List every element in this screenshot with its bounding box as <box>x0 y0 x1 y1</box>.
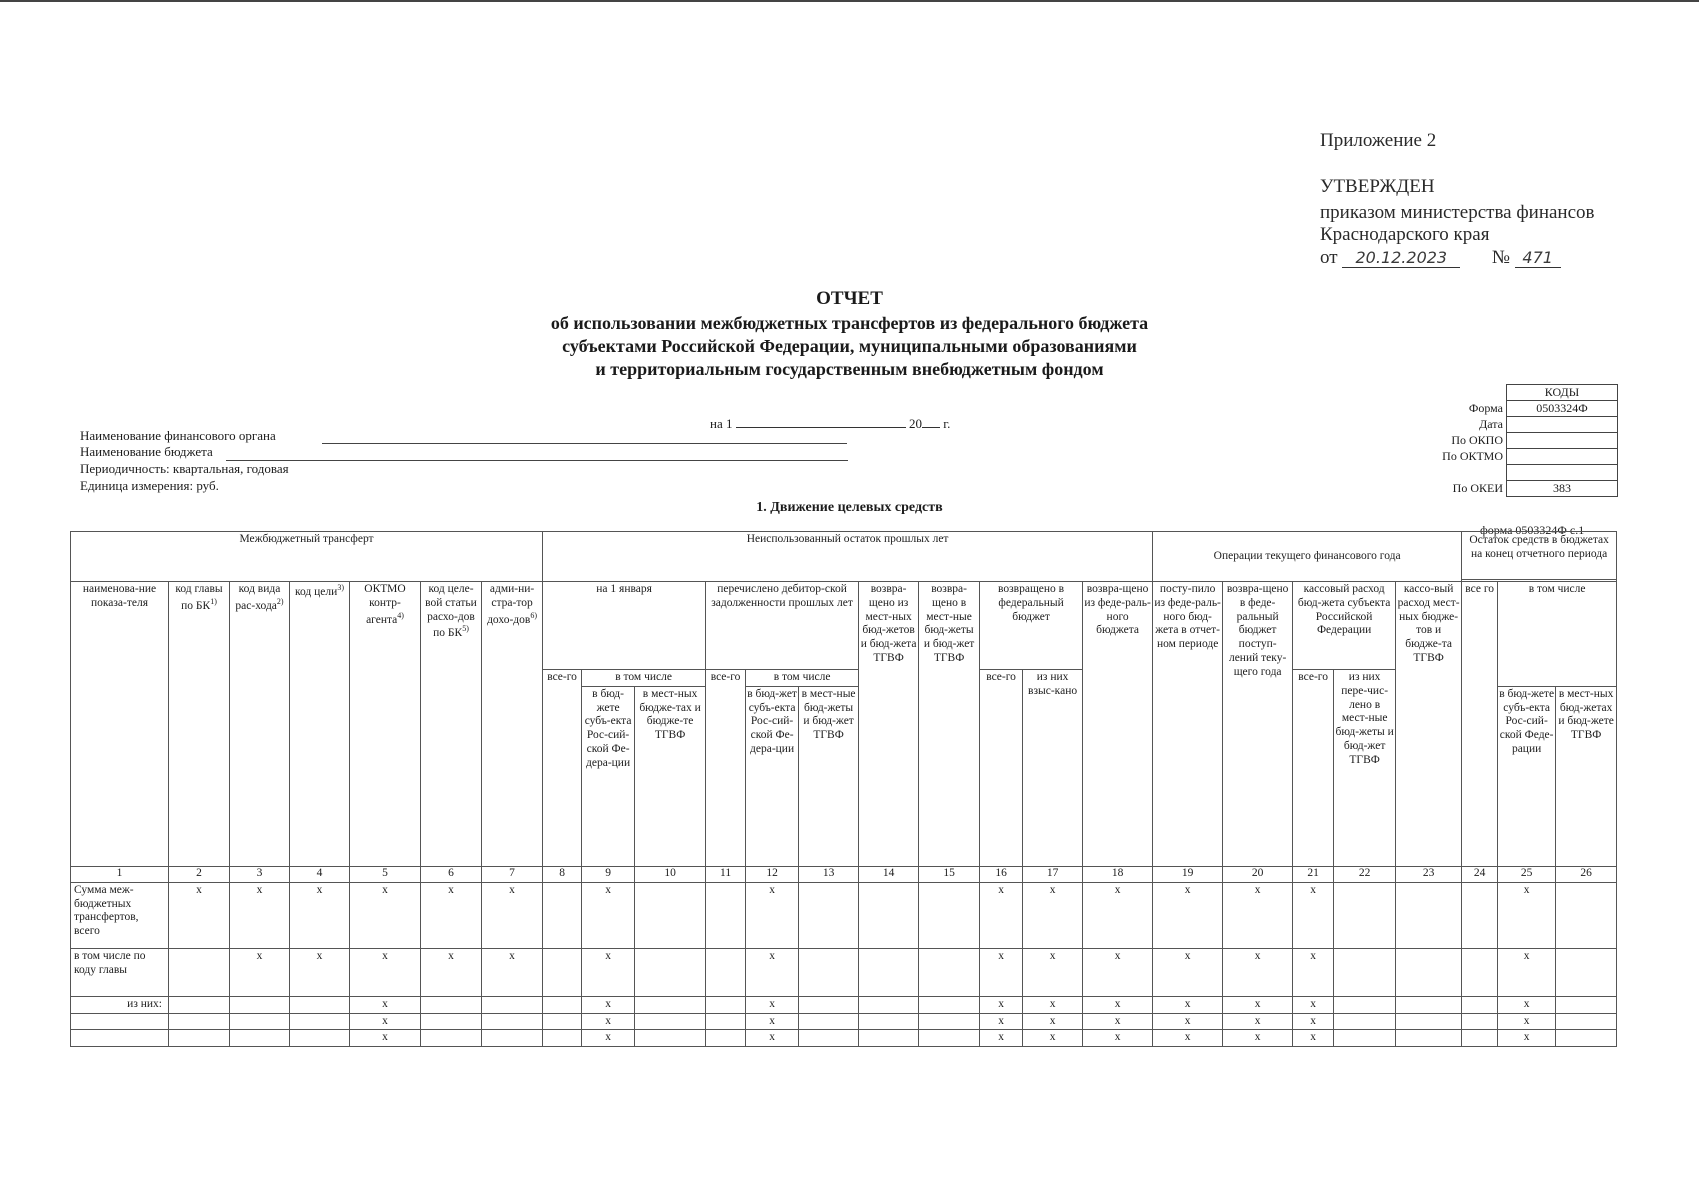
transfers-table <box>70 531 1617 1047</box>
table-cell[interactable] <box>1396 996 1462 1013</box>
table-cell[interactable] <box>1396 1030 1462 1047</box>
table-cell[interactable] <box>799 1030 859 1047</box>
table-cell[interactable] <box>859 996 919 1013</box>
table-cell[interactable] <box>1396 882 1462 948</box>
table-cell[interactable] <box>230 1013 290 1030</box>
table-cell: x <box>980 1013 1023 1030</box>
header-field-unit: Единица измерения: руб. <box>80 478 219 493</box>
appendix-label: Приложение 2 <box>1320 130 1437 151</box>
col-header-16: все-го <box>980 670 1023 867</box>
column-number: 5 <box>350 866 421 882</box>
report-subtitle-3: и территориальным государственным внебюджетным фондом <box>595 359 1104 379</box>
col-header-jan1-incl: в том числе <box>582 670 706 687</box>
table-cell[interactable] <box>1396 1013 1462 1030</box>
column-number: 13 <box>799 866 859 882</box>
table-cell[interactable] <box>1462 1013 1498 1030</box>
table-cell: x <box>746 1013 799 1030</box>
column-number: 25 <box>1498 866 1556 882</box>
col-header-3: код вида рас-хода$^{2)}$ <box>230 582 290 867</box>
table-cell: x <box>980 948 1023 996</box>
table-cell[interactable] <box>543 996 582 1013</box>
table-cell[interactable] <box>919 996 980 1013</box>
table-row <box>71 996 1617 1013</box>
report-title: ОТЧЕТ <box>816 288 883 309</box>
col-header-receivables: перечислено дебитор-ской задолженности прошлых лет <box>706 582 859 670</box>
table-cell: x <box>1293 1030 1334 1047</box>
table-cell: x <box>482 948 543 996</box>
table-cell[interactable] <box>421 1030 482 1047</box>
col-header-8: все-го <box>543 670 582 867</box>
column-number: 1 <box>71 866 169 882</box>
table-cell: x <box>290 948 350 996</box>
table-row <box>71 1013 1617 1030</box>
row-label <box>71 1030 169 1047</box>
section-title: 1. Движение целевых средств <box>756 500 943 515</box>
column-number: 7 <box>482 866 543 882</box>
col-header-15: возвра-щено в мест-ные бюд-жеты и бюд-жет ТГВФ <box>919 582 980 867</box>
table-cell[interactable] <box>1462 882 1498 948</box>
table-cell[interactable] <box>543 1013 582 1030</box>
column-number: 22 <box>1334 866 1396 882</box>
table-cell: x <box>1223 1030 1293 1047</box>
approved-label: УТВЕРЖДЕН <box>1320 176 1435 197</box>
col-header-21: все-го <box>1293 670 1334 867</box>
col-header-4: код цели$^{3)}$ <box>290 582 350 867</box>
table-cell[interactable] <box>1462 948 1498 996</box>
table-cell: x <box>1083 1013 1153 1030</box>
table-cell[interactable] <box>230 1030 290 1047</box>
column-number: 11 <box>706 866 746 882</box>
group-unused: Неиспользованный остаток прошлых лет <box>543 532 1153 582</box>
table-cell: x <box>1293 882 1334 948</box>
code-label-date: Дата <box>1479 417 1503 431</box>
table-cell: x <box>350 882 421 948</box>
table-group-header-row <box>71 532 1617 580</box>
table-cell[interactable] <box>1462 996 1498 1013</box>
approved-by-line1: приказом министерства финансов <box>1320 202 1595 223</box>
date-prefix: от <box>1320 247 1338 268</box>
table-cell: x <box>1223 882 1293 948</box>
col-header-10: в мест-ных бюдже-тах и бюдже-те ТГВФ <box>635 686 706 866</box>
col-header-13: в мест-ные бюд-жеты и бюд-жет ТГВФ <box>799 686 859 866</box>
table-cell[interactable] <box>290 1030 350 1047</box>
table-cell[interactable] <box>1334 996 1396 1013</box>
table-cell[interactable] <box>421 1013 482 1030</box>
group-current: Операции текущего финансового года <box>1153 532 1462 582</box>
table-cell[interactable] <box>799 996 859 1013</box>
table-cell[interactable] <box>290 1013 350 1030</box>
table-cell: x <box>1153 996 1223 1013</box>
report-subtitle-1: об использовании межбюджетных трансфертов из федерального бюджета <box>550 313 1149 333</box>
table-cell: x <box>350 1013 421 1030</box>
table-cell[interactable] <box>230 996 290 1013</box>
col-header-remainder-incl: в том числе <box>1498 582 1617 687</box>
table-cell: x <box>1023 1013 1083 1030</box>
table-cell: x <box>582 882 635 948</box>
table-cell[interactable] <box>635 996 706 1013</box>
table-cell[interactable] <box>1556 1013 1617 1030</box>
table-cell[interactable] <box>482 1013 543 1030</box>
column-number: 12 <box>746 866 799 882</box>
table-cell: x <box>1293 1013 1334 1030</box>
col-header-9: в бюд-жете субъ-екта Рос-сий-ской Фе-дера-ции <box>582 686 635 866</box>
code-label-oktmo: По ОКТМО <box>1442 449 1503 463</box>
table-cell[interactable] <box>706 996 746 1013</box>
table-cell[interactable] <box>919 882 980 948</box>
number-prefix: № <box>1491 247 1510 268</box>
table-cell[interactable] <box>1462 1030 1498 1047</box>
code-label-okei: По ОКЕИ <box>1452 481 1503 495</box>
table-cell: x <box>1153 1013 1223 1030</box>
group-transfer: Межбюджетный трансферт <box>71 532 543 582</box>
table-cell[interactable] <box>706 1013 746 1030</box>
code-value-date[interactable] <box>1507 417 1618 433</box>
table-cell[interactable] <box>1334 1030 1396 1047</box>
report-date-line <box>710 414 950 432</box>
table-cell: x <box>1498 948 1556 996</box>
table-cell[interactable] <box>859 1013 919 1030</box>
table-cell: x <box>1223 948 1293 996</box>
col-header-17: из них взыс-кано <box>1023 670 1083 867</box>
approval-date-line <box>1320 247 1561 269</box>
report-subtitle-2: субъектами Российской Федерации, муниципальными образованиями <box>562 336 1137 356</box>
column-number: 21 <box>1293 866 1334 882</box>
col-header-20: возвра-щено в феде-ральный бюджет поступ-лений теку-щего года <box>1223 582 1293 867</box>
table-cell: x <box>1498 996 1556 1013</box>
column-number: 2 <box>169 866 230 882</box>
table-cell[interactable] <box>1556 1030 1617 1047</box>
table-cell[interactable] <box>290 996 350 1013</box>
approval-number: 471 <box>1515 248 1561 268</box>
col-header-2: код главы по БК$^{1)}$ <box>169 582 230 867</box>
table-cell[interactable] <box>169 1030 230 1047</box>
row-label <box>71 1013 169 1030</box>
table-cell[interactable] <box>799 948 859 996</box>
column-number: 17 <box>1023 866 1083 882</box>
code-value-oktmo[interactable] <box>1507 449 1618 465</box>
column-numbers-row <box>71 866 1617 882</box>
table-cell[interactable] <box>543 1030 582 1047</box>
col-header-7: адми-ни-стра-тор дохо-дов$^{6)}$ <box>482 582 543 867</box>
codes-heading: КОДЫ <box>1507 385 1618 401</box>
table-cell[interactable] <box>706 882 746 948</box>
column-number: 9 <box>582 866 635 882</box>
row-label: из них: <box>71 996 169 1013</box>
col-header-24: все го <box>1462 582 1498 867</box>
table-cell: x <box>1498 1013 1556 1030</box>
col-header-25: в бюд-жете субъ-екта Рос-сий-ской Феде-рации <box>1498 686 1556 866</box>
col-header-fed-returned: возвращено в федеральный бюджет <box>980 582 1083 670</box>
column-number: 23 <box>1396 866 1462 882</box>
approval-date: 20.12.2023 <box>1342 248 1460 268</box>
col-header-14: возвра-щено из мест-ных бюд-жетов и бюд-жета ТГВФ <box>859 582 919 867</box>
col-header-19: посту-пило из феде-раль-ного бюд-жета в отчет-ном периоде <box>1153 582 1223 867</box>
col-header-12: в бюд-жет субъ-екта Рос-сий-ской Фе-дера-ции <box>746 686 799 866</box>
table-cell[interactable] <box>169 996 230 1013</box>
table-cell: x <box>421 948 482 996</box>
column-number: 18 <box>1083 866 1153 882</box>
table-cell[interactable] <box>919 1013 980 1030</box>
date-line-year-blank[interactable] <box>922 414 940 428</box>
table-cell: x <box>230 948 290 996</box>
table-cell[interactable] <box>1334 882 1396 948</box>
table-cell[interactable] <box>1334 948 1396 996</box>
date-line-year-suffix: г. <box>943 416 951 431</box>
col-header-recv-incl: в том числе <box>746 670 859 687</box>
table-cell[interactable] <box>799 882 859 948</box>
table-cell: x <box>980 1030 1023 1047</box>
table-cell: x <box>1498 882 1556 948</box>
table-cell[interactable] <box>1556 996 1617 1013</box>
table-cell: x <box>1023 948 1083 996</box>
table-cell: x <box>1498 1030 1556 1047</box>
form-reference: форма 0503324Ф с.1 <box>1480 523 1585 537</box>
code-label-blank <box>1410 465 1507 481</box>
column-number: 20 <box>1223 866 1293 882</box>
table-cell: x <box>350 996 421 1013</box>
fin-organ-blank[interactable] <box>322 443 847 444</box>
table-cell[interactable] <box>859 882 919 948</box>
table-cell[interactable] <box>421 996 482 1013</box>
header-field-budget: Наименование бюджета <box>80 444 213 459</box>
column-number: 8 <box>543 866 582 882</box>
table-cell: x <box>1083 1030 1153 1047</box>
table-cell[interactable] <box>635 948 706 996</box>
table-cell[interactable] <box>635 1030 706 1047</box>
date-line-year-prefix: 20 <box>908 416 922 431</box>
table-cell[interactable] <box>919 948 980 996</box>
column-number: 10 <box>635 866 706 882</box>
table-cell: x <box>350 948 421 996</box>
header-field-periodicity: Периодичность: квартальная, годовая <box>80 461 289 476</box>
table-row <box>71 1030 1617 1047</box>
table-cell: x <box>1153 948 1223 996</box>
date-line-blank[interactable] <box>736 414 906 428</box>
table-cell: x <box>980 996 1023 1013</box>
code-value-form[interactable]: 0503324Ф <box>1507 401 1618 417</box>
row-label: в том числе по коду главы <box>71 948 169 996</box>
col-header-18: возвра-щено из феде-раль-ного бюджета <box>1083 582 1153 867</box>
table-cell: x <box>1223 1013 1293 1030</box>
column-number: 15 <box>919 866 980 882</box>
table-cell: x <box>1153 882 1223 948</box>
table-cell: x <box>1293 948 1334 996</box>
column-number: 14 <box>859 866 919 882</box>
table-cell: x <box>1083 996 1153 1013</box>
column-number: 26 <box>1556 866 1617 882</box>
table-cell: x <box>746 1030 799 1047</box>
table-cell: x <box>582 1013 635 1030</box>
column-number: 16 <box>980 866 1023 882</box>
table-cell[interactable] <box>1556 882 1617 948</box>
table-cell[interactable] <box>859 948 919 996</box>
code-label-form: Форма <box>1468 401 1503 415</box>
col-header-23: кассо-вый расход мест-ных бюдже-тов и бюдже-та ТГВФ <box>1396 582 1462 867</box>
table-row <box>71 948 1617 996</box>
table-cell: x <box>482 882 543 948</box>
table-cell[interactable] <box>169 948 230 996</box>
scan-top-edge <box>0 0 1699 2</box>
table-cell: x <box>350 1030 421 1047</box>
column-number: 6 <box>421 866 482 882</box>
date-line-prefix: на 1 <box>710 416 733 431</box>
budget-blank[interactable] <box>226 460 848 461</box>
column-number: 3 <box>230 866 290 882</box>
table-cell: x <box>1023 882 1083 948</box>
table-header-row-1 <box>71 582 1617 670</box>
table-cell: x <box>1083 882 1153 948</box>
table-cell: x <box>1153 1030 1223 1047</box>
col-header-cash-expense: кассовый расход бюд-жета субъекта Российской Федерации <box>1293 582 1396 670</box>
col-header-5: ОКТМО контр-агента$^{4)}$ <box>350 582 421 867</box>
code-value-okpo[interactable] <box>1507 433 1618 449</box>
table-cell[interactable] <box>706 948 746 996</box>
table-cell: x <box>980 882 1023 948</box>
table-cell[interactable] <box>169 1013 230 1030</box>
row-label: Сумма меж-бюджетных трансфертов, всего <box>71 882 169 948</box>
table-cell: x <box>746 996 799 1013</box>
table-cell[interactable] <box>1556 948 1617 996</box>
table-cell[interactable] <box>859 1030 919 1047</box>
table-cell[interactable] <box>635 1013 706 1030</box>
col-header-6: код целе-вой статьи расхо-дов по БК$^{5)}$ <box>421 582 482 867</box>
table-cell: x <box>1083 948 1153 996</box>
col-header-26: в мест-ных бюд-жетах и бюд-жете ТГВФ <box>1556 686 1617 866</box>
col-header-22: из них пере-чис-лено в мест-ные бюд-жеты и бюд-жет ТГВФ <box>1334 670 1396 867</box>
codes-box <box>1410 384 1618 497</box>
table-cell: x <box>746 882 799 948</box>
approved-by-line2: Краснодарского края <box>1320 224 1490 245</box>
table-cell: x <box>1223 996 1293 1013</box>
column-number: 4 <box>290 866 350 882</box>
table-cell[interactable] <box>482 996 543 1013</box>
table-cell: x <box>421 882 482 948</box>
code-value-okei[interactable]: 383 <box>1507 481 1618 497</box>
code-value-blank[interactable] <box>1507 465 1618 481</box>
table-row <box>71 882 1617 948</box>
col-header-11: все-го <box>706 670 746 867</box>
table-cell: x <box>290 882 350 948</box>
table-cell[interactable] <box>543 948 582 996</box>
table-cell[interactable] <box>799 1013 859 1030</box>
table-cell[interactable] <box>635 882 706 948</box>
table-cell: x <box>1293 996 1334 1013</box>
table-cell[interactable] <box>1396 948 1462 996</box>
column-number: 24 <box>1462 866 1498 882</box>
table-cell[interactable] <box>706 1030 746 1047</box>
table-cell[interactable] <box>1334 1013 1396 1030</box>
table-cell: x <box>582 948 635 996</box>
table-cell: x <box>169 882 230 948</box>
code-label-okpo: По ОКПО <box>1451 433 1503 447</box>
col-header-1: наименова-ние показа-теля <box>71 582 169 867</box>
table-cell: x <box>1023 996 1083 1013</box>
group-remainder: Остаток средств в бюджетах на конец отчетного периода <box>1462 532 1617 580</box>
table-cell[interactable] <box>919 1030 980 1047</box>
table-cell: x <box>746 948 799 996</box>
column-number: 19 <box>1153 866 1223 882</box>
table-cell: x <box>582 1030 635 1047</box>
col-header-jan1: на 1 января <box>543 582 706 670</box>
header-field-fin-organ: Наименование финансового органа <box>80 428 276 443</box>
table-cell: x <box>1023 1030 1083 1047</box>
table-cell: x <box>582 996 635 1013</box>
table-cell[interactable] <box>482 1030 543 1047</box>
table-cell: x <box>230 882 290 948</box>
table-cell[interactable] <box>543 882 582 948</box>
